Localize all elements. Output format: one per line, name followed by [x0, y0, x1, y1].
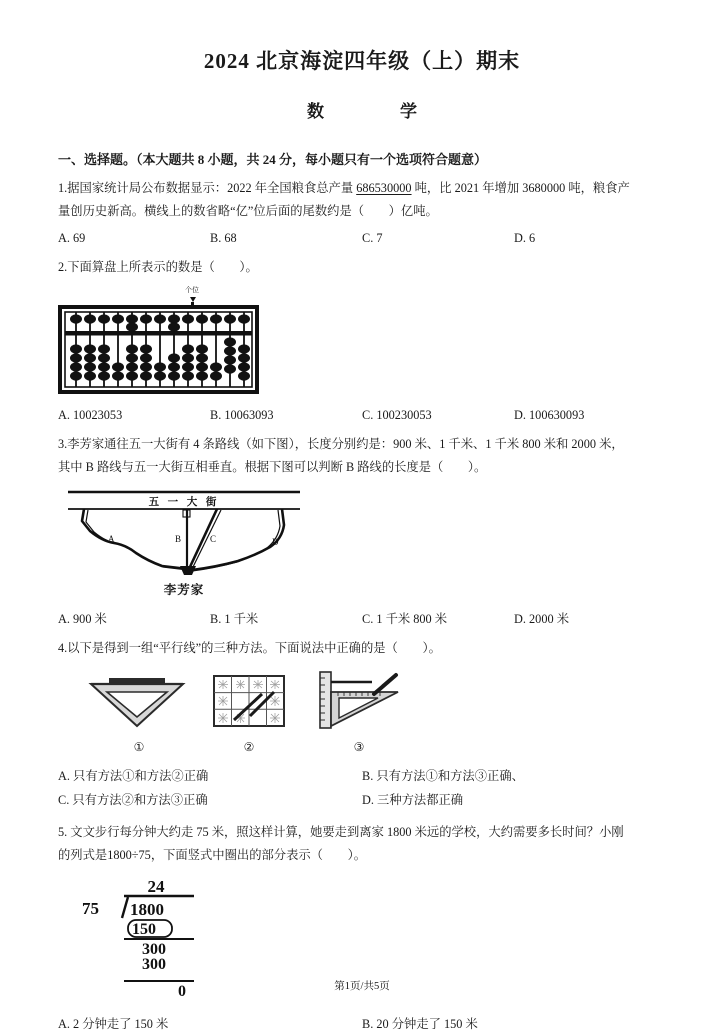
path-label-b: B [175, 533, 182, 544]
method-2 [194, 670, 304, 753]
q3-text-a: 3.李芳家通往五一大街有 4 条路线（如下图），长度分别约是：900 米、1 千米、1 千米 800 米和 2000 米， [58, 437, 624, 452]
abacus-ones-place-label: 个位 [185, 286, 199, 295]
q5-option-a[interactable]: A. 2 分钟走了 150 米 [58, 1017, 169, 1032]
page-content [58, 0, 666, 1035]
page-footer: 第1页/共5页 [334, 981, 390, 992]
q1-option-d[interactable]: D. 6 [514, 231, 536, 246]
question-4-options-row-1 [58, 765, 666, 787]
q4-option-b[interactable]: B. 只有方法①和方法③正确、 [362, 768, 524, 783]
method-3 [304, 670, 414, 753]
q2-option-d[interactable]: D. 100630093 [514, 408, 585, 423]
q1-text-a: 1.据国家统计局公布数据显示：2022 年全国粮食总产量 [58, 180, 357, 195]
q4-option-c[interactable]: C. 只有方法②和方法③正确 [58, 792, 208, 807]
subject-title: 数 学 [307, 102, 431, 122]
method-1 [84, 670, 194, 753]
road-map-figure [62, 487, 666, 598]
division-remainder: 0 [178, 983, 186, 1001]
q5-text-b: 的列式是1800÷75，下面竖式中圈出的部分表示（ ）。 [58, 847, 367, 862]
question-2-options [58, 404, 666, 426]
street-label: 五 一 大 街 [148, 496, 220, 508]
q1-option-a[interactable]: A. 69 [58, 231, 86, 246]
abacus-pointer-stem-icon [191, 302, 194, 307]
q2-option-b[interactable]: B. 10063093 [210, 408, 274, 423]
grid-paper-icon [210, 670, 288, 732]
q2-option-c[interactable]: C. 100230053 [362, 408, 432, 423]
q3-option-d[interactable]: D. 2000 米 [514, 611, 569, 626]
q1-underlined-number: 686530000 [356, 180, 412, 195]
question-2-stem: 2.下面算盘上所表示的数是（ ）。 [58, 260, 258, 275]
path-label-c: C [210, 533, 217, 544]
division-dividend: 1800 [130, 900, 164, 920]
q1-option-b[interactable]: B. 68 [210, 231, 237, 246]
division-step-2: 300 [142, 941, 166, 959]
q1-text-c: 量创历史新高。横线上的数省略“亿”位后面的尾数约是（ ）亿吨。 [58, 203, 438, 218]
ruler-set-square-icon [312, 670, 406, 732]
section-heading: 一、选择题。（本大题共 8 小题，共 24 分，每小题只有一个选项符合题意） [58, 152, 488, 168]
question-4-stem: 4.以下是得到一组“平行线”的三种方法。下面说法中正确的是（ ）。 [58, 640, 441, 655]
question-5-stem [58, 821, 666, 866]
long-division-svg [64, 876, 234, 976]
division-step-3: 300 [142, 956, 166, 974]
question-1-options [58, 227, 666, 249]
q1-option-c[interactable]: C. 7 [362, 231, 383, 246]
division-step-1-circled: 150 [132, 921, 156, 939]
q3-option-c[interactable]: C. 1 千米 800 米 [362, 611, 448, 626]
parallel-line-methods-figure [84, 670, 414, 753]
q2-option-a[interactable]: A. 10023053 [58, 408, 123, 423]
q5-option-b[interactable]: B. 20 分钟走了 150 米 [362, 1017, 478, 1032]
q4-option-a[interactable]: A. 只有方法①和方法②正确 [58, 768, 209, 783]
path-label-a: A [108, 533, 115, 544]
abacus-wrapper [56, 287, 261, 395]
road-map-svg [62, 487, 306, 579]
q5-text-a: 5. 文文步行每分钟大约走 75 米，照这样计算，她要走到离家 1800 米远的学校，大约需要多长时间？小刚 [58, 824, 624, 839]
path-label-d: D [272, 536, 279, 547]
q3-option-a[interactable]: A. 900 米 [58, 611, 107, 626]
question-3-options [58, 608, 666, 630]
method-3-number: ③ [353, 739, 365, 754]
q3-option-b[interactable]: B. 1 千米 [210, 611, 259, 626]
division-quotient: 24 [147, 877, 165, 897]
abacus-figure [56, 287, 666, 395]
question-3-stem [58, 433, 666, 478]
abacus-svg [56, 287, 261, 395]
question-1-stem [58, 177, 666, 222]
triangle-ruler-icon [87, 670, 191, 732]
page-title: 2024 北京海淀四年级（上）期末 [203, 49, 521, 73]
q4-option-d[interactable]: D. 三种方法都正确 [362, 792, 464, 807]
home-label: 李芳家 [163, 582, 205, 597]
question-5-options [58, 1013, 666, 1035]
division-divisor: 75 [82, 899, 99, 919]
question-4-options-row-2 [58, 789, 666, 811]
method-1-number: ① [133, 739, 145, 754]
road-map-wrapper [62, 487, 306, 598]
q1-text-b: 吨，比 2021 年增加 3680000 吨，粮食产 [411, 180, 630, 195]
method-2-number: ② [243, 739, 255, 754]
q3-text-b: 其中 B 路线与五一大街互相垂直。根据下图可以判断 B 路线的长度是（ ）。 [58, 459, 487, 474]
